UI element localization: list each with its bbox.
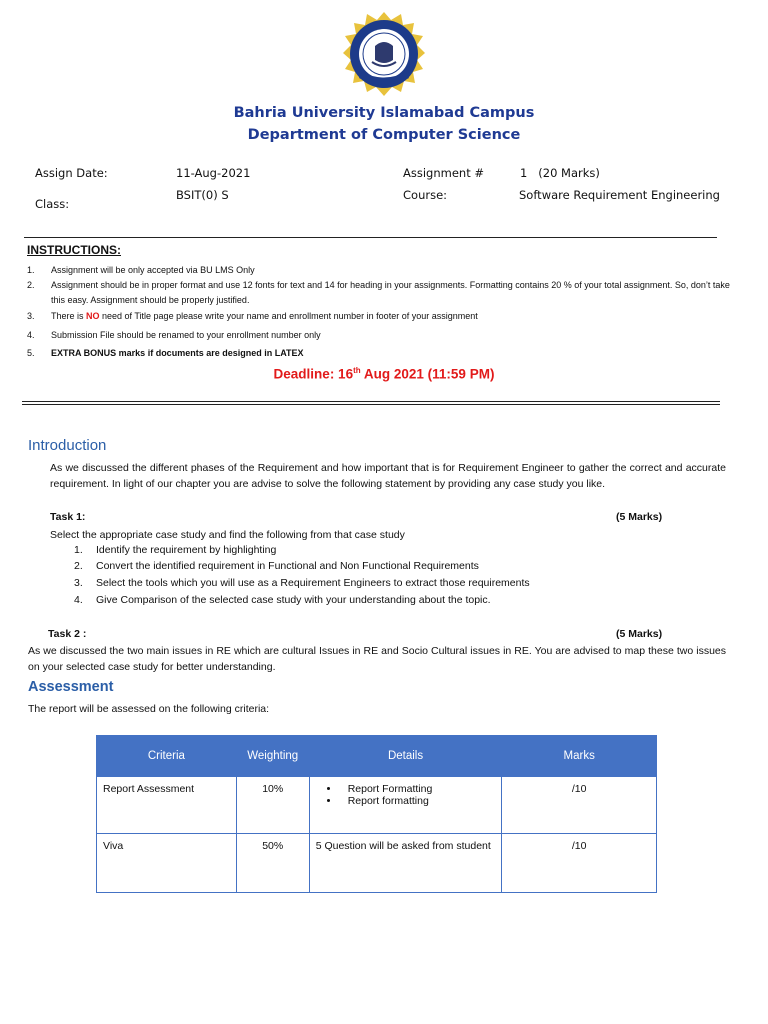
details-list-item: • Report Formatting bbox=[340, 783, 496, 795]
introduction-paragraph: As we discussed the different phases of the Requirement and how important that is for Requirement Engineer to gather the correct and accurate requirement. In light of our chapter you are advise to solve the following statement by providing any case study you like. bbox=[50, 462, 726, 490]
details-list bbox=[316, 783, 496, 807]
instruction-number: 3. bbox=[27, 311, 35, 321]
department-title: Department of Computer Science bbox=[247, 127, 521, 143]
deadline-sup: th bbox=[353, 366, 361, 375]
table-header-row bbox=[97, 736, 657, 777]
task1-label: Task 1: bbox=[50, 511, 86, 523]
introduction-heading: Introduction bbox=[28, 437, 107, 454]
assign-date-label: Assign Date: bbox=[35, 166, 108, 180]
task1-item-number: 2. bbox=[74, 560, 83, 572]
details-cell bbox=[309, 777, 502, 834]
details-cell: 5 Question will be asked from student bbox=[309, 834, 502, 893]
table-row bbox=[97, 777, 657, 834]
instruction-text-part: need of Title page please write your name and enrollment number in footer of your assignment bbox=[99, 311, 478, 321]
deadline-text: Deadline: 16 bbox=[273, 366, 354, 382]
column-header: Details bbox=[309, 736, 502, 777]
deadline-text-end: Aug 2021 (11:59 PM) bbox=[360, 366, 495, 382]
table-row bbox=[97, 834, 657, 893]
task1-item-number: 3. bbox=[74, 577, 83, 589]
details-list-item: • Report formatting bbox=[340, 795, 496, 807]
instruction-text: EXTRA BONUS marks if documents are designed in LATEX bbox=[51, 348, 304, 358]
assessment-heading: Assessment bbox=[28, 679, 114, 695]
instruction-number: 4. bbox=[27, 330, 35, 340]
instruction-text bbox=[51, 309, 731, 324]
task1-item-number: 4. bbox=[74, 594, 83, 606]
deadline bbox=[0, 366, 768, 382]
column-header: Weighting bbox=[236, 736, 309, 777]
assessment-intro: The report will be assessed on the following criteria: bbox=[28, 703, 270, 715]
task1-item-text: Select the tools which you will use as a Requirement Engineers to extract those requirements bbox=[96, 577, 530, 589]
divider bbox=[24, 237, 717, 238]
assign-date-value: 11-Aug-2021 bbox=[176, 166, 251, 180]
course-label: Course: bbox=[403, 188, 448, 202]
marks-cell: /10 bbox=[502, 777, 657, 834]
weighting-cell: 50% bbox=[236, 834, 309, 893]
criteria-cell: Report Assessment bbox=[97, 777, 237, 834]
instruction-text: Submission File should be renamed to your enrollment number only bbox=[51, 330, 321, 340]
task1-intro: Select the appropriate case study and find the following from that case study bbox=[50, 529, 405, 541]
class-label: Class: bbox=[35, 197, 70, 211]
column-header: Criteria bbox=[97, 736, 237, 777]
task1-item-text: Identify the requirement by highlighting bbox=[96, 544, 277, 556]
column-header: Marks bbox=[502, 736, 657, 777]
instruction-number: 2. bbox=[27, 280, 35, 290]
criteria-cell: Viva bbox=[97, 834, 237, 893]
task1-marks: (5 Marks) bbox=[616, 511, 663, 523]
university-logo bbox=[339, 10, 429, 100]
instruction-text: Assignment will be only accepted via BU LMS Only bbox=[51, 265, 255, 275]
instruction-number: 1. bbox=[27, 265, 35, 275]
assessment-table bbox=[96, 735, 657, 893]
assignment-label: Assignment # bbox=[403, 166, 484, 180]
weighting-cell: 10% bbox=[236, 777, 309, 834]
no-highlight: NO bbox=[86, 311, 100, 321]
assignment-value: 1 (20 Marks) bbox=[520, 166, 600, 180]
class-value: BSIT(0) S bbox=[176, 188, 229, 202]
instruction-number: 5. bbox=[27, 348, 35, 358]
task1-item-text: Convert the identified requirement in Functional and Non Functional Requirements bbox=[96, 560, 479, 572]
task2-label: Task 2 : bbox=[48, 628, 87, 640]
university-title: Bahria University Islamabad Campus bbox=[233, 105, 535, 121]
task2-text: As we discussed the two main issues in RE which are cultural Issues in RE and Socio Cultural issues in RE. You are advised to map these two issues on your selected case study for better understanding. bbox=[28, 645, 726, 673]
double-divider bbox=[22, 401, 720, 405]
task2-marks: (5 Marks) bbox=[616, 628, 663, 640]
instruction-text-part: There is bbox=[51, 311, 87, 321]
marks-cell: /10 bbox=[502, 834, 657, 893]
instructions-heading: INSTRUCTIONS: bbox=[27, 243, 121, 257]
course-value: Software Requirement Engineering bbox=[519, 188, 720, 202]
task1-item-text: Give Comparison of the selected case study with your understanding about the topic. bbox=[96, 594, 491, 606]
task1-item-number: 1. bbox=[74, 544, 83, 556]
instruction-text: Assignment should be in proper format and use 12 fonts for text and 14 for heading in your assignments. Formatting contains 20 % of your total assignment. So, don’t take this easy. Assignment should be properly justified. bbox=[51, 280, 730, 305]
